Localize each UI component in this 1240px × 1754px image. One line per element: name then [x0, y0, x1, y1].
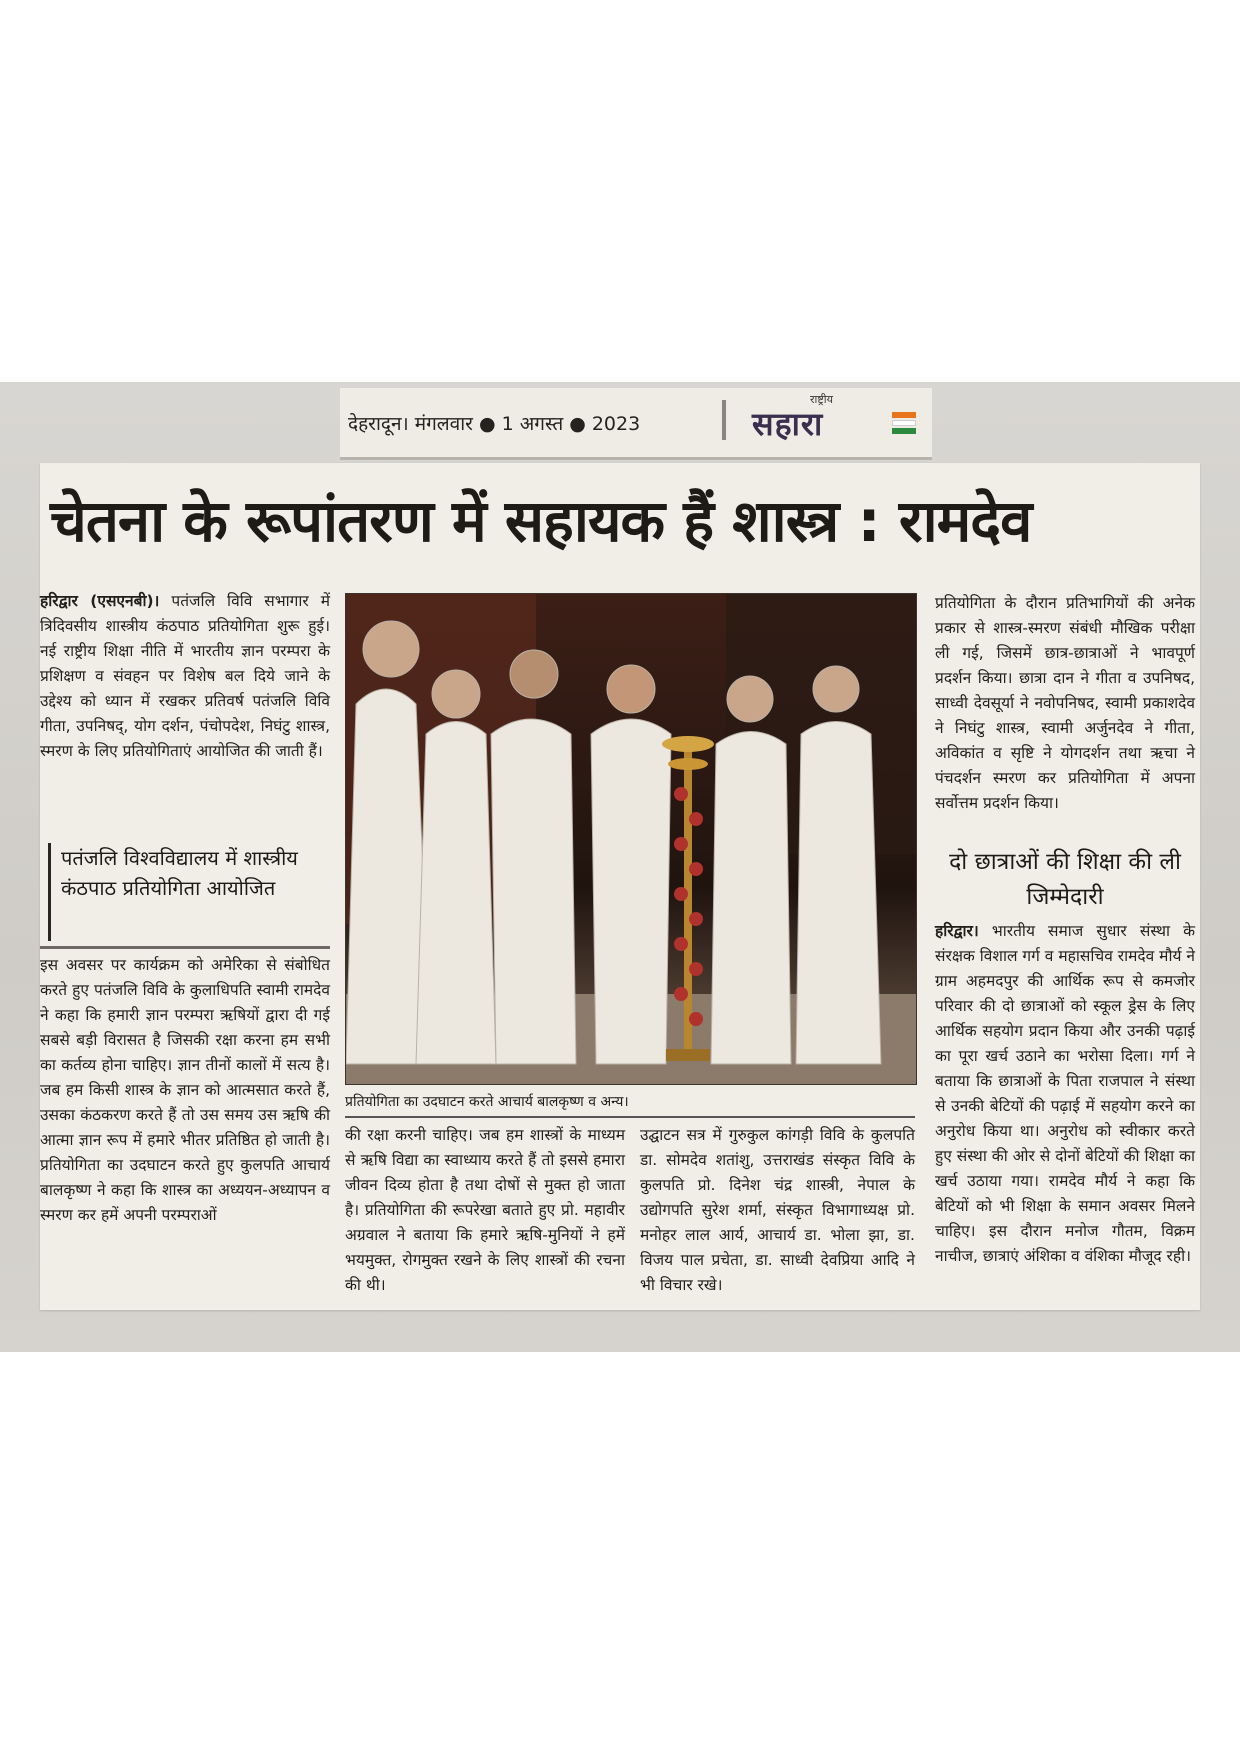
paragraph-text: इस अवसर पर कार्यक्रम को अमेरिका से संबोधित करते हुए पतंजलि विवि के कुलाधिपति स्वामी रामदेव ने कहा कि हमारी ज्ञान परम्परा ऋषियों द्वारा दी गई सबसे बड़ी विरासत है जिसकी रक्षा करना हम सभी का कर्तव्य होना चाहिए। ज्ञान तीनों कालों में सत्य है। जब हम किसी शास्त्र के ज्ञान को आत्मसात करते हैं, उसका कंठकरण करते हैं तो उस समय उस ऋषि की आत्मा ज्ञान रूप में हमारे भीतर प्रतिष्ठित हो जाती है। प्रतियोगिता का उदघाटन करते हुए कुलपति आचार्य बालकृष्ण ने कहा कि शास्त्र का अध्ययन-अध्यापन व स्मरण कर हमें अपनी परम्पराओं	[40, 956, 330, 1224]
logo-tagline: राष्ट्रीय	[810, 393, 834, 406]
paragraph-text: उद्घाटन सत्र में गुरुकुल कांगड़ी विवि के कुलपति डा. सोमदेव शतांशु, उत्तराखंड संस्कृत विवि के कुलपति प्रो. दिनेश चंद्र शास्त्री, नेपाल के उद्योगपति सुरेश शर्मा, संस्कृत विभागाध्यक्ष प्रो. मनोहर लाल आर्य, आचार्य डा. भोला झा, डा. विजय पाल प्रचेता, डा. साध्वी देवप्रिया आदि ने भी विचार रखे।	[640, 1126, 915, 1294]
flag-icon	[892, 412, 916, 434]
side-story-text: भारतीय समाज सुधार संस्था के संरक्षक विशाल गर्ग व महासचिव रामदेव मौर्य ने ग्राम अहमदपुर की आर्थिक रूप से कमजोर परिवार की दो छात्राओं को स्कूल ड्रेस के लिए आर्थिक सहयोग प्रदान किया और उनकी पढ़ाई का पूरा खर्च उठाने का भरोसा दिला। गर्ग ने बताया कि छात्राओं के पिता राजपाल ने संस्था से उनकी बेटियों की पढ़ाई में सहयोग करने का अनुरोध किया था। अनुरोध को स्वीकार करते हुए संस्था की ओर से दोनों बेटियों की शिक्षा का खर्च उठाया गया। रामदेव मौर्य ने कहा कि बेटियों को भी शिक्षा के समान अवसर मिलने चाहिए। इस दौरान मनोज गौतम, विक्रम नाचीज, छात्राएं अंशिका व वंशिका मौजूद रही।	[935, 922, 1195, 1265]
photo-caption: प्रतियोगिता का उदघाटन करते आचार्य बालकृष्ण व अन्य।	[345, 1088, 915, 1118]
paragraph-text: की रक्षा करनी चाहिए। जब हम शास्त्रों के माध्यम से ऋषि विद्या का स्वाध्याय करते हैं तो इससे हमारा जीवन दिव्य होता है तथा दोषों से मुक्त हो जाता है। प्रतियोगिता की रूपरेखा बताते हुए प्रो. महावीर अग्रवाल ने बताया कि हमारे ऋषि-मुनियों ने हमें भयमुक्त, रोगमुक्त रखने के लिए शास्त्रों की रचना की थी।	[345, 1126, 625, 1294]
divider	[40, 946, 330, 949]
dateline-text: देहरादून। मंगलवार ● 1 अगस्त ● 2023	[348, 413, 641, 435]
side-story-headline: दो छात्राओं की शिक्षा की ली जिम्मेदारी	[949, 849, 1181, 910]
newspaper-logo: सहारा	[752, 405, 824, 443]
article-paragraph-2	[345, 1123, 625, 1298]
article-subheading: पतंजलि विश्वविद्यालय में शास्त्रीय कंठपाठ प्रतियोगिता आयोजित	[48, 843, 320, 941]
article-paragraph-4	[935, 591, 1195, 816]
dateline-divider	[722, 400, 726, 440]
photo-illustration	[346, 594, 916, 1084]
article-intro	[40, 589, 330, 764]
intro-text: पतंजलि विवि सभागार में त्रिदिवसीय शास्त्रीय कंठपाठ प्रतियोगिता शुरू हुई। नई राष्ट्रीय शिक्षा नीति में भारतीय ज्ञान परम्परा के प्रशिक्षण व संवहन पर विशेष बल दिये जाने के उद्देश्य को ध्यान में रखकर प्रतिवर्ष पतंजलि विवि गीता, उपनिषद्, योग दर्शन, पंचोपदेश, निघंटु शास्त्र, स्मरण के लिए प्रतियोगिताएं आयोजित की जाती हैं।	[40, 592, 331, 760]
article-paragraph-1	[40, 953, 330, 1228]
article-headline: चेतना के रूपांतरण में सहायक हैं शास्त्र : रामदेव	[50, 487, 1032, 555]
news-photo	[345, 593, 917, 1085]
paragraph-text: प्रतियोगिता के दौरान प्रतिभागियों की अनेक प्रकार से शास्त्र-स्मरण संबंधी मौखिक परीक्षा ली गई, जिसमें छात्र-छात्राओं ने भावपूर्ण प्रदर्शन किया। छात्रा दान ने गीता व उपनिषद, साध्वी देवसूर्या ने नवोपनिषद, स्वामी प्रकाशदेव ने निघंटु शास्त्र, स्वामी अर्जुनदेव ने गीता, अविकांत व सृष्टि ने योगदर्शन तथा ऋचा ने पंचदर्शन स्मरण कर प्रतियोगिता में अपना सर्वोत्तम प्रदर्शन किया।	[935, 594, 1195, 812]
article-source: हरिद्वार (एसएनबी)।	[40, 592, 160, 610]
newspaper-dateline	[340, 388, 932, 460]
article-paragraph-3	[640, 1123, 915, 1298]
newspaper-clipping	[40, 463, 1200, 1310]
side-story-body	[935, 919, 1195, 1269]
side-story-source: हरिद्वार।	[935, 922, 979, 940]
